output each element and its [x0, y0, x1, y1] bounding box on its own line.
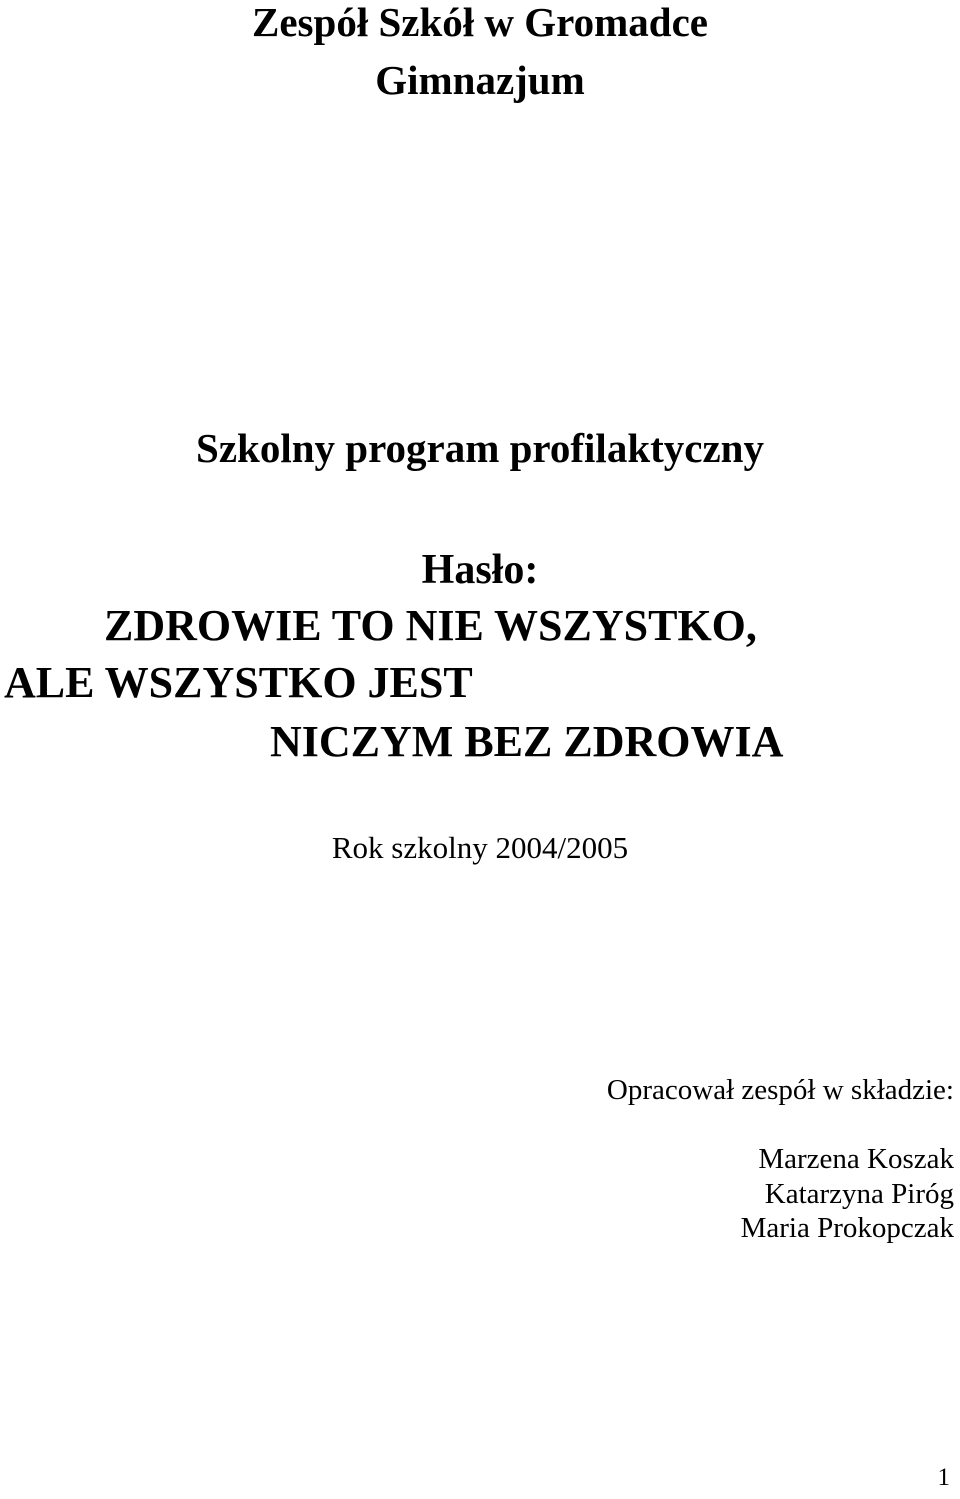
- motto-line-3: NICZYM BEZ ZDROWIA: [270, 717, 784, 766]
- author-name: Katarzyna Piróg: [764, 1178, 954, 1210]
- school-year: Rok szkolny 2004/2005: [331, 830, 629, 865]
- motto-label: Hasło:: [421, 547, 539, 593]
- author-name: Marzena Koszak: [758, 1143, 954, 1175]
- page-number: 1: [937, 1464, 950, 1491]
- motto-line-2: ALE WSZYSTKO JEST: [4, 658, 473, 707]
- school-name: Zespół Szkół w Gromadce: [252, 0, 708, 45]
- school-type: Gimnazjum: [375, 57, 585, 103]
- authors-label: Opracował zespół w składzie:: [606, 1074, 954, 1106]
- motto-line-1: ZDROWIE TO NIE WSZYSTKO,: [104, 601, 757, 650]
- program-title: Szkolny program profilaktyczny: [196, 425, 764, 471]
- author-name: Maria Prokopczak: [740, 1212, 954, 1244]
